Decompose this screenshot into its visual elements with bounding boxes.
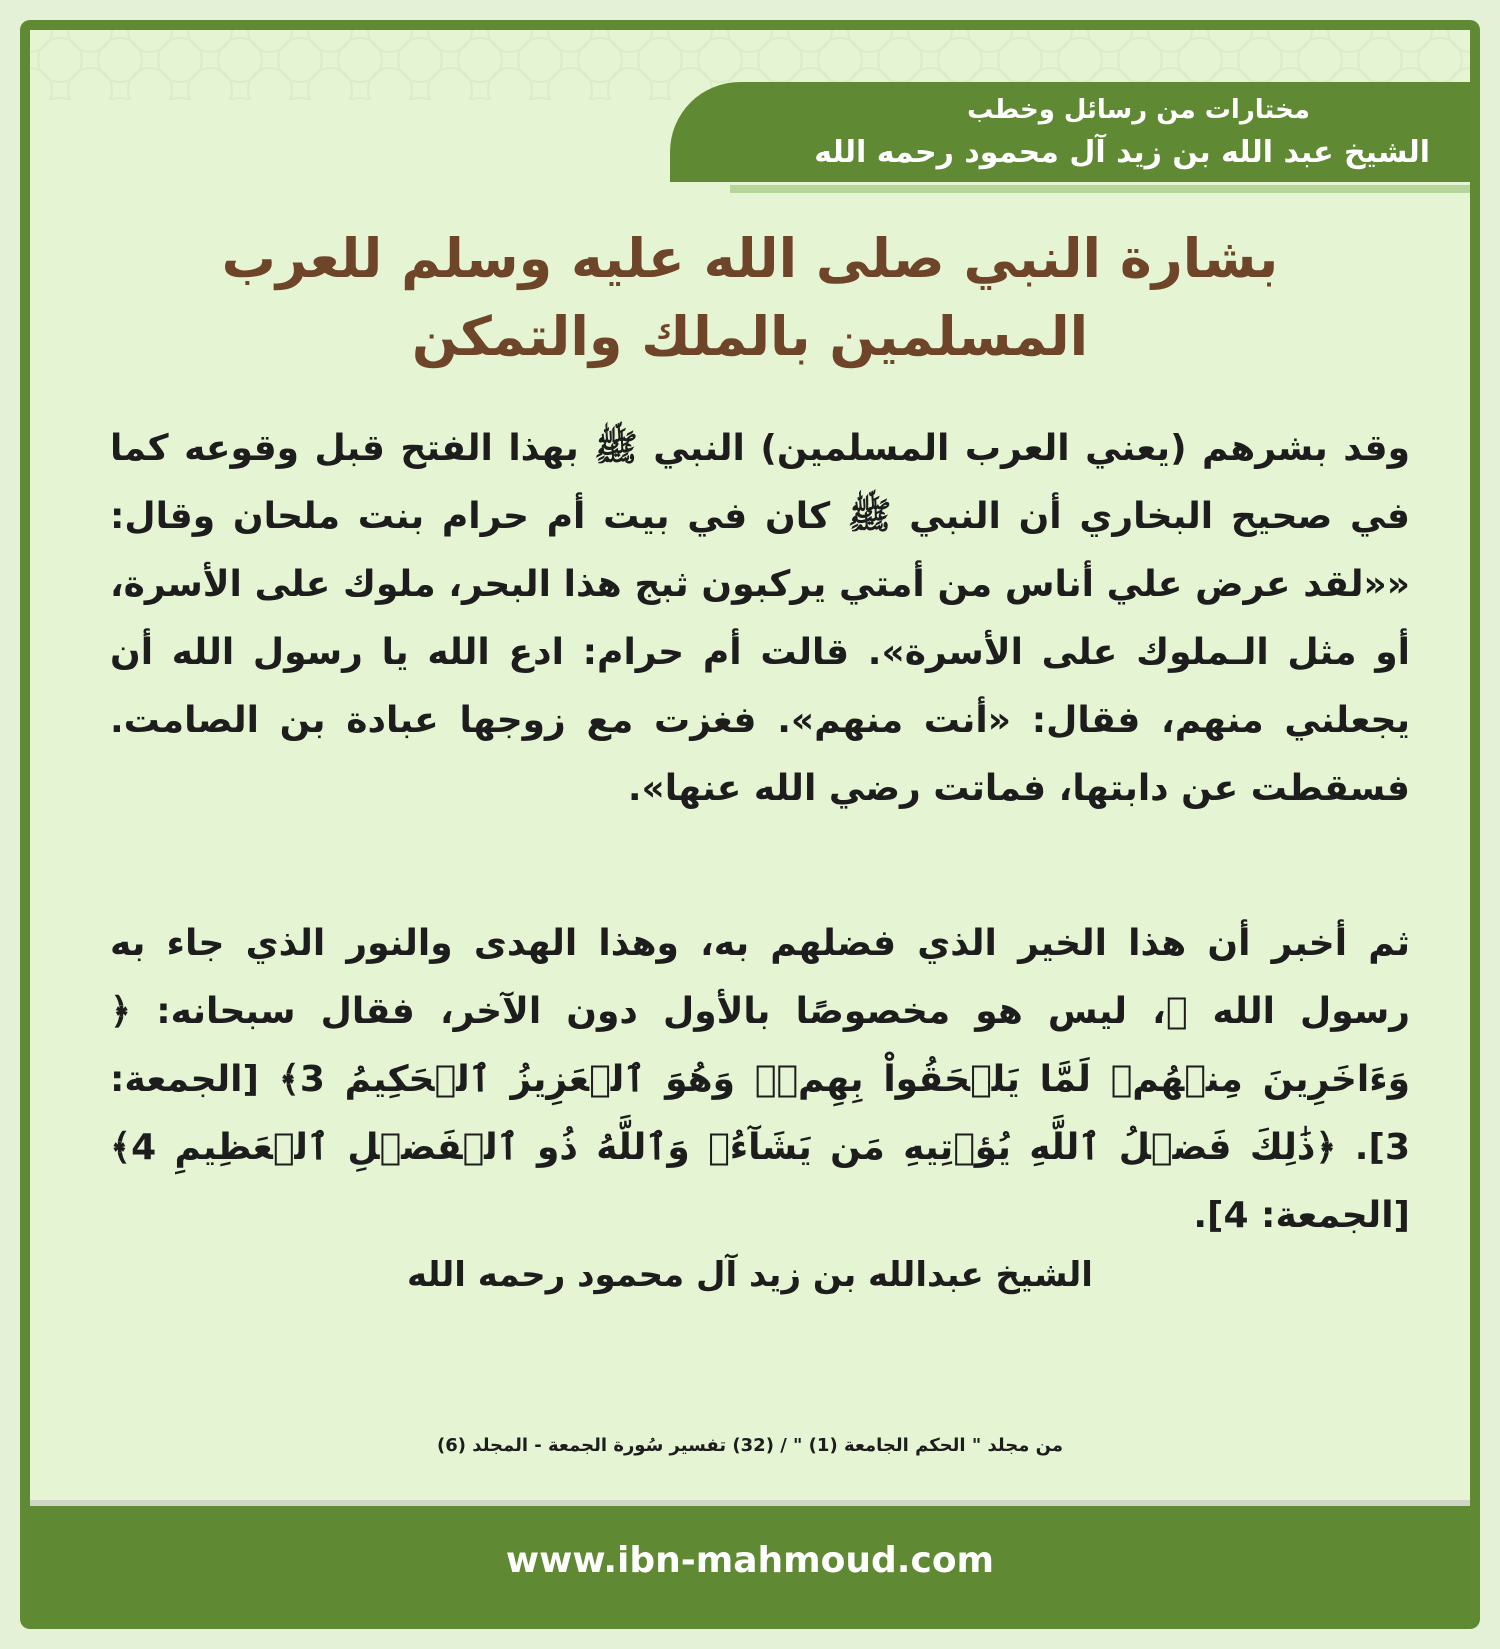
title-line-1: بشارة النبي صلى الله عليه وسلم للعرب [221,227,1279,290]
source-citation: من مجلد " الحكم الجامعة (1) " / (32) تفسير سُورة الجمعة - المجلد (6) [437,1435,1063,1456]
website-url: www.ibn-mahmoud.com [505,1540,995,1581]
series-banner [670,82,1470,182]
series-title: مختارات من رسائل وخطب [967,95,1310,125]
page-title [90,220,1410,376]
paragraph-2: ثم أخبر أن هذا الخير الذي فضلهم به، وهذا الهدى والنور الذي جاء به رسول الله ﷺ، ليس هو مخصوصًا بالأول دون الآخر، فقال سبحانه: ﴿ وَءَاخَرِينَ مِنۡهُمۡ لَمَّا يَلۡحَقُواْ بِهِمۡۚ وَهُوَ ٱلۡعَزِيزُ ٱلۡحَكِيمُ 3﴾ [الجمعة: 3]. ﴿ذَٰلِكَ فَضۡلُ ٱللَّهِ يُؤۡتِيهِ مَن يَشَآءُۚ وَٱللَّهُ ذُو ٱلۡفَضۡلِ ٱلۡعَظِيمِ 4﴾ [الجمعة: 4]. [110,923,1410,1236]
paragraph-1: وقد بشرهم (يعني العرب المسلمين) النبي ﷺ بهذا الفتح قبل وقوعه كما في صحيح البخاري أن النبي ﷺ كان في بيت أم حرام بنت ملحان وقال: ««لقد عرض علي أناس من أمتي يركبون ثبج هذا البحر، ملوك على الأسرة، أو مثل الـملوك على الأسرة». قالت أم حرام: ادع الله يا رسول الله أن يجعلني منهم، فقال: «أنت منهم». فغزت مع زوجها عبادة بن الصامت. فسقطت عن دابتها، فماتت رضي الله عنها». [110,428,1410,809]
banner-underline [730,185,1470,193]
series-author: الشيخ عبد الله بن زيد آل محمود رحمه الله [814,135,1430,170]
signature: الشيخ عبدالله بن زيد آل محمود رحمه الله [407,1255,1093,1295]
title-line-2: المسلمين بالملك والتمكن [411,305,1089,368]
card-paper [30,30,1470,1506]
